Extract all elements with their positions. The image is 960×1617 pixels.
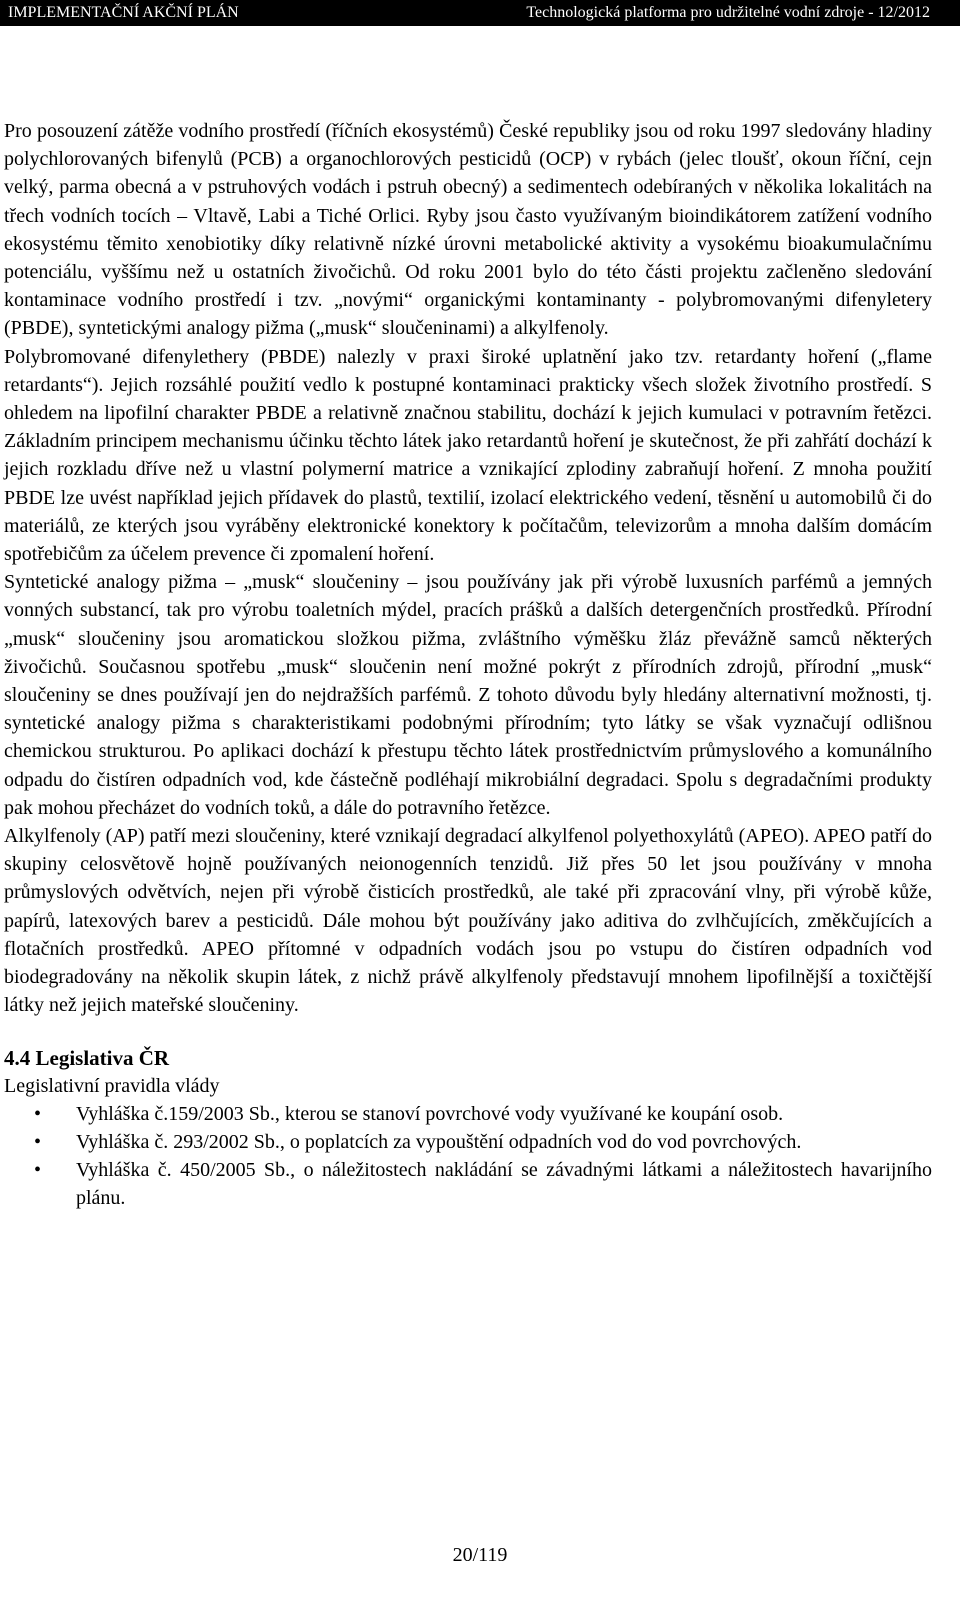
- paragraph-pcb-monitoring: Pro posouzení zátěže vodního prostředí (říčních ekosystémů) České republiky jsou od roku 1997 sledovány hladiny polychlorovaných bifenylů (PCB) a organochlorových pesticidů (OCP) v rybách (jelec tloušť, okoun říční, cejn velký, parma obecná a v pstruhových vodách i pstruh obecný) a sedimentech odebíraných v několika lokalitách na třech vodních tocích – Vltavě, Labi a Tiché Orlici. Ryby jsou často využívaným bioindikátorem zatížení vodního ekosystému těmito xenobiotiky díky relativně nízké úrovni metabolické aktivity a vysokému bioakumulačnímu potenciálu, vyššímu než u ostatních živočichů. Od roku 2001 bylo do této části projektu začleněno sledování kontaminace vodního prostředí i tzv. „novými“ organickými kontaminanty - polybromovanými difenyletery (PBDE), syntetickými analogy pižma („musk“ sloučeninami) a alkylfenoly.: [4, 120, 932, 340]
- list-item-text: Vyhláška č. 293/2002 Sb., o poplatcích za vypouštění odpadních vod do vod povrchových.: [76, 1130, 802, 1153]
- list-item-text: Vyhláška č.159/2003 Sb., kterou se stanoví povrchové vody využívané ke koupání osob.: [76, 1102, 784, 1125]
- list-item: [4, 1156, 932, 1212]
- page-header: [0, 0, 960, 26]
- section-heading: 4.4 Legislativa ČR: [4, 1045, 170, 1070]
- list-item-text: Vyhláška č. 450/2005 Sb., o náležitostech nakládání se závadnými látkami a náležitostech havarijního plánu.: [76, 1158, 932, 1210]
- bullet-icon: •: [34, 1102, 42, 1125]
- paragraph-pbde: Polybromované difenylethery (PBDE) nalezly v praxi široké uplatnění jako tzv. retardanty hoření („flame retardants“). Jejich rozsáhlé použití vedlo k postupné kontaminaci prakticky všech složek životního prostředí. S ohledem na lipofilní charakter PBDE a relativně značnou stabilitu, dochází k jejich kumulaci v potravním řetězci. Základním principem mechanismu účinku těchto látek jako retardantů hoření je skutečnost, že při zahřátí dochází k jejich rozkladu dříve než u vlastní polymerní matrice a vznikající zplodiny zabraňují hoření. Z mnoha použití PBDE lze uvést například jejich přídavek do plastů, textilií, izolací elektrického vedení, těsnění u automobilů či do materiálů, ze kterých jsou vyráběny elektronické konektory k počítačům, televizorům a mnoha dalším domácím spotřebičům za účelem prevence či zpomalení hoření.: [4, 345, 932, 566]
- bullet-icon: •: [34, 1130, 42, 1153]
- header-left-title: IMPLEMENTAČNÍ AKČNÍ PLÁN: [8, 4, 239, 21]
- document-body: [4, 117, 932, 1212]
- header-right-title: Technologická platforma pro udržitelné vodní zdroje - 12/2012: [526, 4, 930, 21]
- bullet-icon: •: [34, 1158, 42, 1181]
- paragraph-alkylphenols: Alkylfenoly (AP) patří mezi sloučeniny, které vznikají degradací alkylfenol polyethoxylátů (APEO). APEO patří do skupiny celosvětově hojně používaných neionogenních tenzidů. Již přes 50 let jsou používány v mnoha průmyslových odvětvích, nejen při výrobě čisticích prostředků, ale také při zpracování vlny, při výrobě kůže, papírů, latexových barev a pesticidů. Dále mohou být používány jako aditiva do zvlhčujících, změkčujících a flotačních prostředků. APEO přítomné v odpadních vodách jsou po vstupu do čistíren odpadních vod biodegradovány na několik skupin látek, z nichž právě alkylfenoly představují mnohem lipofilnější a toxičtější látky než jejich mateřské sloučeniny.: [4, 825, 932, 1017]
- section-subheading: Legislativní pravidla vlády: [4, 1074, 220, 1097]
- list-item: [4, 1128, 932, 1156]
- legislation-list: [4, 1100, 932, 1213]
- page-number: 20/119: [452, 1544, 508, 1566]
- list-item: [4, 1100, 932, 1128]
- paragraph-musk: Syntetické analogy pižma – „musk“ sloučeniny – jsou používány jak při výrobě luxusních parfémů a jemných vonných substancí, tak pro výrobu toaletních mýdel, pracích prášků a dalších detergenčních prostředků. Přírodní „musk“ sloučeniny jsou aromatickou složkou pižma, zvláštního výměšku žláz převážně samců některých živočichů. Současnou spotřebu „musk“ sloučenin není možné pokrýt z přírodních zdrojů, přírodní „musk“ sloučeniny se dnes používají jen do nejdražších parfémů. Z tohoto důvodu byly hledány alternativní možnosti, tj. syntetické analogy pižma s charakteristikami podobnými přírodním; tyto látky se však vyznačují odlišnou chemickou strukturou. Po aplikaci dochází k přestupu těchto látek prostřednictvím průmyslového a komunálního odpadu do čistíren odpadních vod, kde částečně podléhají mikrobiální degradaci. Spolu s degradačními produkty pak mohou přecházet do vodních toků, a dále do potravního řetězce.: [4, 571, 932, 819]
